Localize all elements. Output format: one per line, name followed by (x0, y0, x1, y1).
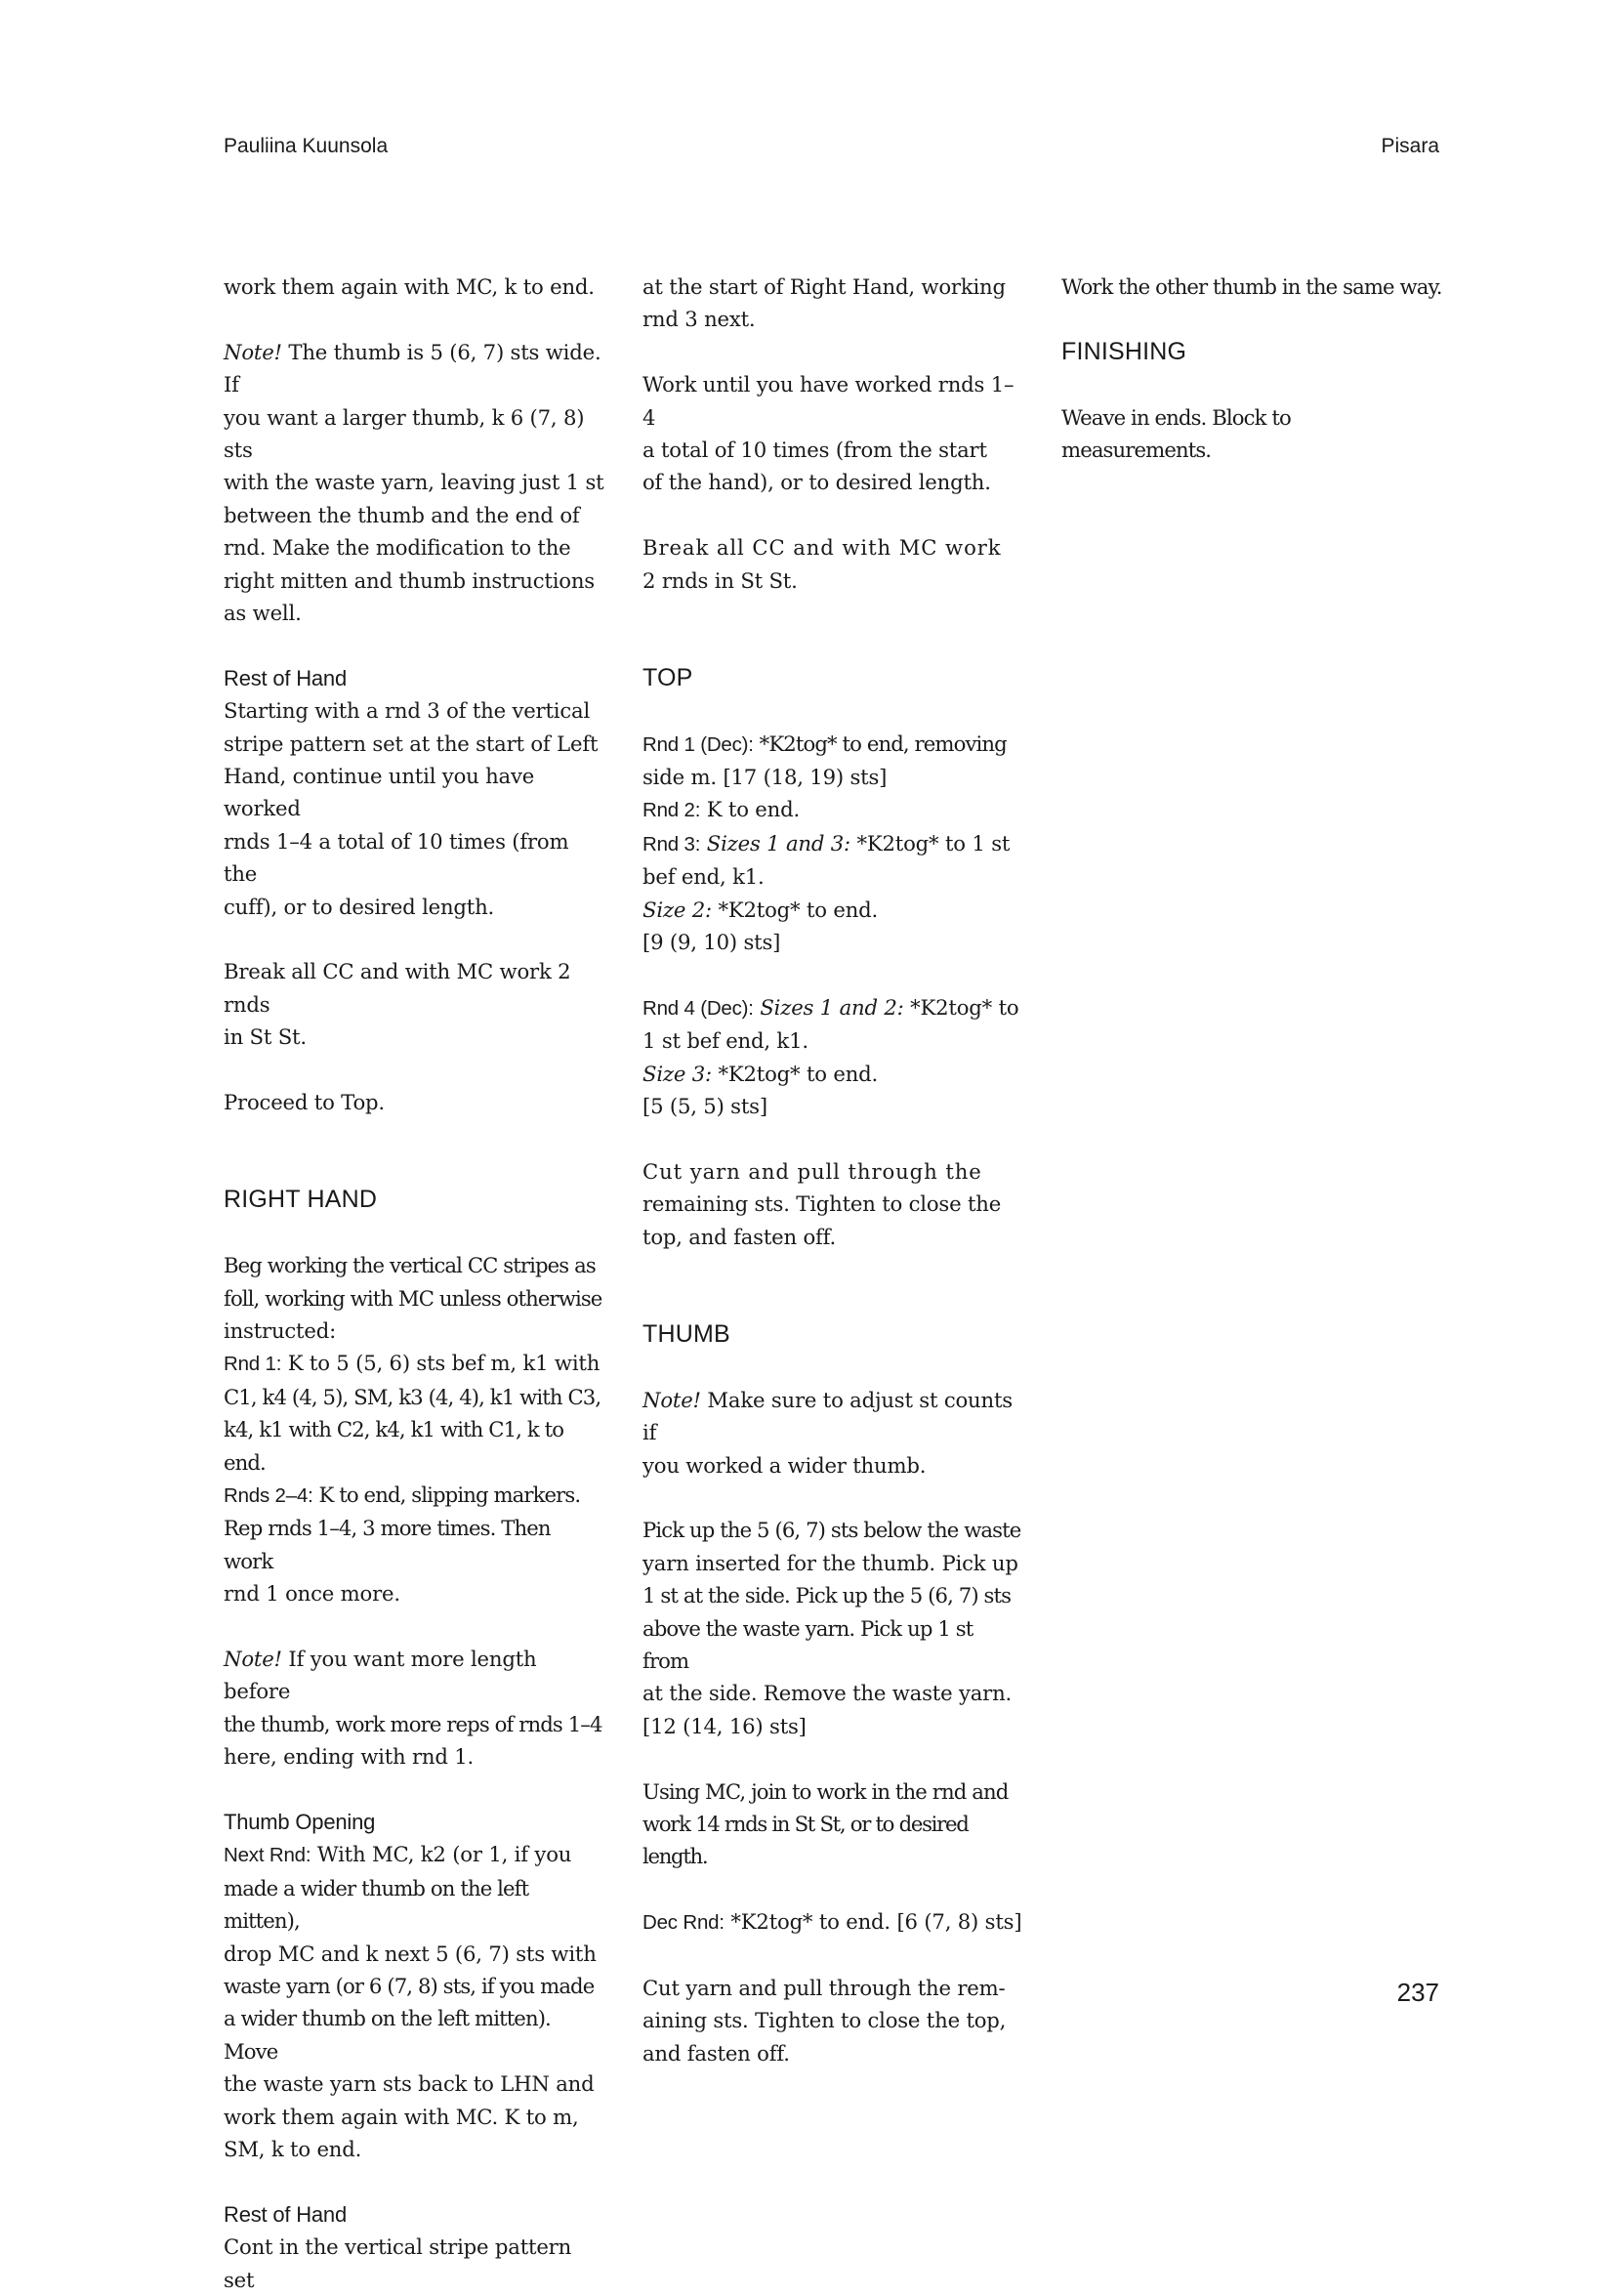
text-line: cuff), or to desired length. (224, 894, 495, 919)
text-line: as well. (224, 601, 302, 626)
text-line: here, ending with rnd 1. (224, 1744, 475, 1770)
size-label: Sizes 1 and 2: (760, 994, 904, 1020)
paragraph (642, 1155, 1023, 1253)
subheading-rest-of-hand: Rest of Hand (224, 2201, 348, 2227)
text-line: a total of 10 times (from the start (642, 438, 987, 463)
text-line: at the start of Right Hand, working (642, 274, 1006, 299)
paragraph: Cont in the vertical stripe pattern set (224, 2234, 572, 2292)
text-line: With MC, k2 (or 1, if you (311, 1842, 572, 1867)
paragraph (642, 728, 1023, 959)
text-line: rnd. Make the modification to the (224, 535, 571, 561)
text-line: k4, k1 with C2, k4, k1 with C1, k to end. (224, 1417, 564, 1475)
text-line: work them again with MC. K to m, (224, 2104, 579, 2129)
text-line: 1 st at the side. Pick up the 5 (6, 7) sts (642, 1583, 1012, 1608)
text-line: between the thumb and the end of (224, 502, 580, 527)
section-heading-top: TOP (642, 663, 693, 691)
text-line: you want a larger thumb, k 6 (7, 8) sts (224, 404, 585, 463)
paragraph (642, 531, 1023, 597)
text-line: aining sts. Tighten to close the top, (642, 2008, 1007, 2033)
round-label: Dec Rnd: (642, 1911, 725, 1935)
text-line: rnds 1–4 a total of 10 times (from the (224, 828, 569, 887)
size-label: Size 3: (642, 1061, 712, 1086)
round-label: Rnd 1: (224, 1353, 282, 1376)
text-line: bef end, k1. (642, 864, 765, 890)
size-label: Sizes 1 and 3: (706, 830, 850, 856)
paragraph (224, 1838, 604, 2165)
text-line: Pick up the 5 (6, 7) sts below the waste (642, 1518, 1021, 1543)
text-line: [5 (5, 5) sts] (642, 1094, 767, 1119)
text-line: of the hand), or to desired length. (642, 470, 991, 495)
text-line: K to 5 (5, 6) sts bef m, k1 with (281, 1351, 600, 1376)
text-line: *K2tog* to end. (711, 897, 879, 922)
paragraph (224, 1249, 604, 1609)
paragraph (642, 271, 1023, 336)
text-line: Make sure to adjust st counts if (642, 1387, 1013, 1445)
round-label: Rnd 4 (Dec): (642, 996, 754, 1020)
text-column-1 (224, 271, 604, 2296)
paragraph (642, 1514, 1023, 1742)
text-line: Using MC, join to work in the rnd and (642, 1778, 1009, 1804)
text-line: K to end. (700, 797, 800, 822)
paragraph (642, 1775, 1023, 1873)
text-line: the thumb, work more reps of rnds 1–4 (224, 1711, 602, 1736)
text-line: above the waste yarn. Pick up 1 st from (642, 1615, 973, 1673)
round-label: Next Rnd: (224, 1844, 311, 1867)
paragraph (642, 1905, 1023, 1939)
text-line: Cut yarn and pull through the (642, 1158, 982, 1184)
round-label: Rnd 1 (Dec): (642, 732, 754, 756)
round-label: Rnd 2: (642, 799, 701, 822)
paragraph (224, 694, 604, 923)
text-line: 1 st bef end, k1. (642, 1028, 808, 1054)
page-number: 237 (1396, 1978, 1439, 2007)
running-head-title: Pisara (1381, 135, 1439, 157)
text-line: waste yarn (or 6 (7, 8) sts, if you made (224, 1974, 595, 1998)
paragraph: work them again with MC, k to end. (224, 274, 595, 299)
text-line: foll, working with MC unless otherwise (224, 1285, 602, 1311)
text-line: *K2tog* to end, removing (753, 731, 1007, 756)
text-line: side m. [17 (18, 19) sts] (642, 765, 888, 790)
text-column-2 (642, 271, 1023, 2069)
text-line: yarn inserted for the thumb. Pick up (642, 1550, 1018, 1575)
text-line: [9 (9, 10) sts] (642, 930, 781, 955)
note-label: Note! (224, 339, 282, 364)
text-line: Beg working the vertical CC stripes as (224, 1253, 596, 1278)
text-line: remaining sts. Tighten to close the (642, 1191, 1002, 1217)
text-line: SM, k to end. (224, 2137, 362, 2162)
text-line: Work until you have worked rnds 1–4 (642, 372, 1015, 430)
text-line: *K2tog* to (903, 994, 1019, 1020)
note-label: Note! (224, 1646, 282, 1671)
note-paragraph (224, 1643, 604, 1774)
note-paragraph (224, 336, 604, 630)
note-paragraph (642, 1384, 1023, 1482)
text-line: If you want more length before (224, 1646, 537, 1704)
text-line: C1, k4 (4, 5), SM, k3 (4, 4), k1 with C3, (224, 1384, 601, 1409)
round-label: Rnds 2–4: (224, 1483, 313, 1507)
text-line: The thumb is 5 (6, 7) sts wide. If (224, 339, 601, 397)
running-head-author: Pauliina Kuunsola (224, 135, 389, 157)
text-line: Rep rnds 1–4, 3 more times. Then work (224, 1516, 551, 1573)
text-line: rnd 3 next. (642, 307, 756, 332)
paragraph: Work the other thumb in the same way. (1061, 274, 1442, 299)
text-line: Hand, continue until you have worked (224, 764, 535, 821)
section-heading-right-hand: RIGHT HAND (224, 1186, 378, 1214)
text-line: with the waste yarn, leaving just 1 st (224, 470, 604, 495)
text-line: work 14 rnds in St St, or to desired length. (642, 1811, 969, 1869)
text-line: Cut yarn and pull through the rem- (642, 1975, 1006, 2000)
text-line: *K2tog* to end. (711, 1061, 879, 1086)
text-line: in St St. (224, 1024, 307, 1050)
text-line: 2 rnds in St St. (642, 567, 798, 593)
round-label: Rnd 3: (642, 832, 701, 856)
text-line: [12 (14, 16) sts] (642, 1713, 807, 1738)
text-line: Break all CC and with MC work 2 rnds (224, 959, 571, 1017)
section-heading-thumb: THUMB (642, 1319, 730, 1348)
text-line: *K2tog* to end. [6 (7, 8) sts] (724, 1909, 1022, 1935)
paragraph (642, 991, 1023, 1123)
subheading-thumb-opening: Thumb Opening (224, 1809, 376, 1834)
paragraph (224, 955, 604, 1053)
text-line: rnd 1 once more. (224, 1581, 400, 1607)
text-line: K to end, slipping markers. (312, 1482, 581, 1507)
text-line: Break all CC and with MC work (642, 535, 1002, 561)
text-line: a wider thumb on the left mitten). Move (224, 2006, 551, 2064)
section-heading-finishing: FINISHING (1061, 337, 1187, 365)
note-label: Note! (642, 1387, 701, 1412)
text-line: stripe pattern set at the start of Left (224, 731, 599, 756)
text-line: made a wider thumb on the left mitten), (224, 1875, 529, 1934)
text-line: top, and fasten off. (642, 1224, 837, 1249)
paragraph (642, 368, 1023, 499)
text-line: instructed: (224, 1317, 337, 1343)
text-column-3 (1061, 271, 1444, 466)
text-line: the waste yarn sts back to LHN and (224, 2071, 595, 2097)
text-line: *K2tog* to 1 st (849, 830, 1011, 856)
size-label: Size 2: (642, 897, 712, 922)
text-line: drop MC and k next 5 (6, 7) sts with (224, 1941, 597, 1966)
text-line: Starting with a rnd 3 of the vertical (224, 698, 591, 724)
paragraph: Proceed to Top. (224, 1090, 385, 1115)
text-line: at the side. Remove the waste yarn. (642, 1681, 1013, 1706)
paragraph (642, 1972, 1023, 2069)
paragraph: Weave in ends. Block to measurements. (1061, 404, 1291, 462)
subheading-rest-of-hand: Rest of Hand (224, 665, 348, 690)
text-line: you worked a wider thumb. (642, 1452, 927, 1478)
text-line: right mitten and thumb instructions (224, 567, 595, 593)
text-line: and fasten off. (642, 2040, 790, 2066)
